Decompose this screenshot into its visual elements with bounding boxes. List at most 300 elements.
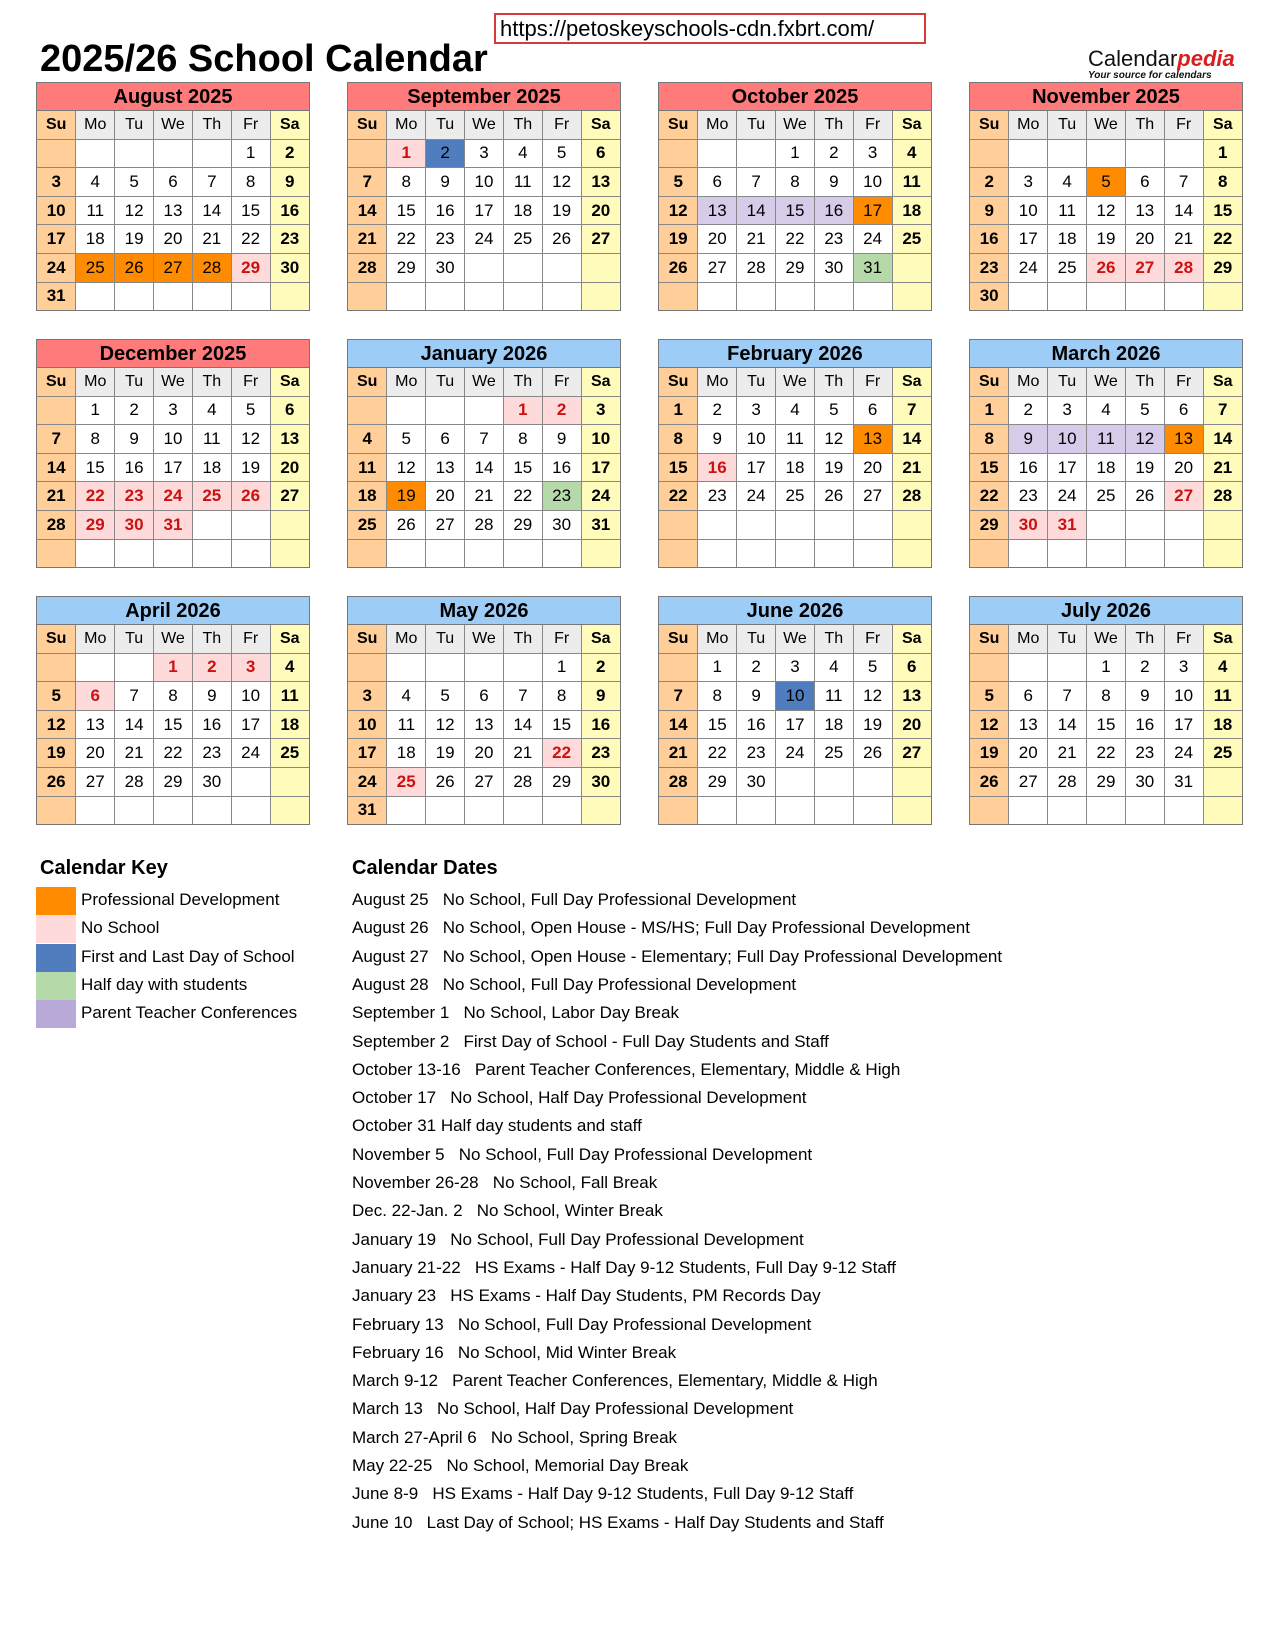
day-cell: 1 <box>1087 653 1126 682</box>
day-cell: 12 <box>426 710 465 739</box>
day-cell: 28 <box>503 767 542 796</box>
day-cell: 15 <box>1203 196 1242 225</box>
day-cell: 26 <box>542 225 581 254</box>
weekday-header: Su <box>348 625 387 653</box>
key-swatch <box>36 1000 76 1028</box>
day-cell: 8 <box>1203 168 1242 197</box>
empty-cell <box>581 253 620 282</box>
day-cell: 20 <box>270 453 309 482</box>
weekday-header: Fr <box>542 368 581 396</box>
day-cell: 3 <box>1048 396 1087 425</box>
calendar-date-entry: March 13 No School, Half Day Professional Development <box>352 1399 794 1419</box>
empty-cell <box>115 653 154 682</box>
day-cell: 6 <box>892 653 931 682</box>
day-cell: 14 <box>37 453 76 482</box>
day-cell: 28 <box>1164 253 1203 282</box>
month-title: February 2026 <box>659 340 931 368</box>
empty-cell <box>1203 510 1242 539</box>
day-cell: 25 <box>270 739 309 768</box>
day-cell: 4 <box>1087 396 1126 425</box>
day-cell: 18 <box>503 196 542 225</box>
day-cell: 31 <box>853 253 892 282</box>
month-calendar <box>36 339 310 568</box>
day-cell: 27 <box>1125 253 1164 282</box>
empty-cell <box>1087 139 1126 168</box>
day-cell: 5 <box>387 425 426 454</box>
key-label: First and Last Day of School <box>81 946 295 966</box>
month-grid <box>970 368 1242 567</box>
day-cell: 31 <box>348 796 387 824</box>
day-cell: 14 <box>192 196 231 225</box>
month-title: July 2026 <box>970 597 1242 625</box>
month-calendar <box>969 339 1243 568</box>
empty-cell <box>542 796 581 824</box>
empty-cell <box>892 796 931 824</box>
day-cell: 8 <box>1087 682 1126 711</box>
empty-cell <box>76 653 115 682</box>
day-cell: 23 <box>270 225 309 254</box>
day-cell: 10 <box>1164 682 1203 711</box>
day-cell: 27 <box>892 739 931 768</box>
key-label: Professional Development <box>81 890 280 909</box>
day-cell: 22 <box>503 482 542 511</box>
day-cell: 16 <box>192 710 231 739</box>
day-cell: 21 <box>192 225 231 254</box>
weekday-header: Mo <box>698 625 737 653</box>
day-cell: 28 <box>37 510 76 539</box>
day-cell: 25 <box>1048 253 1087 282</box>
empty-cell <box>387 539 426 567</box>
weekday-header: Tu <box>426 368 465 396</box>
day-cell: 4 <box>814 653 853 682</box>
empty-cell <box>1009 139 1048 168</box>
day-cell: 24 <box>853 225 892 254</box>
day-cell: 31 <box>154 510 193 539</box>
day-cell: 15 <box>387 196 426 225</box>
day-cell: 18 <box>76 225 115 254</box>
day-cell: 28 <box>115 767 154 796</box>
day-cell: 16 <box>737 710 776 739</box>
empty-cell <box>1048 653 1087 682</box>
weekday-header: Tu <box>115 625 154 653</box>
day-cell: 1 <box>776 139 815 168</box>
day-cell: 18 <box>192 453 231 482</box>
empty-cell <box>270 539 309 567</box>
weekday-header: Th <box>814 368 853 396</box>
month-calendar <box>969 596 1243 825</box>
day-cell: 4 <box>387 682 426 711</box>
empty-cell <box>1048 282 1087 310</box>
day-cell: 29 <box>1087 767 1126 796</box>
day-cell: 14 <box>503 710 542 739</box>
day-cell: 30 <box>426 253 465 282</box>
weekday-header: Th <box>503 111 542 139</box>
calendar-date-entry: August 26 No School, Open House - MS/HS; Full Day Professional Development <box>352 918 970 938</box>
day-cell: 17 <box>465 196 504 225</box>
month-title: June 2026 <box>659 597 931 625</box>
weekday-header: Fr <box>1164 625 1203 653</box>
day-cell: 13 <box>465 710 504 739</box>
day-cell: 30 <box>542 510 581 539</box>
weekday-header: Fr <box>231 111 270 139</box>
day-cell: 29 <box>776 253 815 282</box>
empty-cell <box>76 282 115 310</box>
weekday-header: Th <box>1125 368 1164 396</box>
weekday-header: Sa <box>892 368 931 396</box>
empty-cell <box>1125 539 1164 567</box>
empty-cell <box>776 796 815 824</box>
day-cell: 2 <box>970 168 1009 197</box>
empty-cell <box>542 539 581 567</box>
weekday-header: Fr <box>853 368 892 396</box>
day-cell: 16 <box>115 453 154 482</box>
day-cell: 26 <box>1125 482 1164 511</box>
day-cell: 9 <box>698 425 737 454</box>
weekday-header: Sa <box>892 625 931 653</box>
empty-cell <box>1087 510 1126 539</box>
day-cell: 15 <box>542 710 581 739</box>
month-calendar <box>969 82 1243 311</box>
calendar-date-entry: January 19 No School, Full Day Professional Development <box>352 1229 804 1249</box>
empty-cell <box>348 539 387 567</box>
day-cell: 23 <box>1125 739 1164 768</box>
empty-cell <box>465 653 504 682</box>
day-cell: 7 <box>503 682 542 711</box>
day-cell: 1 <box>231 139 270 168</box>
empty-cell <box>737 796 776 824</box>
day-cell: 4 <box>348 425 387 454</box>
day-cell: 31 <box>1164 767 1203 796</box>
empty-cell <box>853 767 892 796</box>
month-grid <box>37 111 309 310</box>
empty-cell <box>426 653 465 682</box>
day-cell: 20 <box>76 739 115 768</box>
day-cell: 24 <box>231 739 270 768</box>
day-cell: 16 <box>542 453 581 482</box>
day-cell: 5 <box>814 396 853 425</box>
empty-cell <box>1009 796 1048 824</box>
empty-cell <box>1125 282 1164 310</box>
day-cell: 9 <box>814 168 853 197</box>
weekday-header: We <box>154 625 193 653</box>
empty-cell <box>270 796 309 824</box>
empty-cell <box>1164 510 1203 539</box>
key-swatch <box>36 972 76 1000</box>
day-cell: 13 <box>1125 196 1164 225</box>
day-cell: 16 <box>1009 453 1048 482</box>
day-cell: 21 <box>1164 225 1203 254</box>
weekday-header: Sa <box>270 111 309 139</box>
key-item <box>36 915 336 943</box>
calendar-date-entry: August 27 No School, Open House - Elementary; Full Day Professional Development <box>352 946 1003 966</box>
calendar-key-title: Calendar Key <box>40 857 168 879</box>
day-cell: 12 <box>37 710 76 739</box>
day-cell: 15 <box>1087 710 1126 739</box>
empty-cell <box>192 539 231 567</box>
calendar-date-entry: March 27-April 6 No School, Spring Break <box>352 1427 678 1447</box>
empty-cell <box>348 396 387 425</box>
weekday-header: Tu <box>426 111 465 139</box>
day-cell: 15 <box>503 453 542 482</box>
day-cell: 13 <box>270 425 309 454</box>
day-cell: 4 <box>503 139 542 168</box>
day-cell: 26 <box>37 767 76 796</box>
day-cell: 7 <box>37 425 76 454</box>
empty-cell <box>503 253 542 282</box>
day-cell: 6 <box>465 682 504 711</box>
day-cell: 27 <box>465 767 504 796</box>
day-cell: 26 <box>426 767 465 796</box>
day-cell: 9 <box>115 425 154 454</box>
day-cell: 12 <box>231 425 270 454</box>
day-cell: 8 <box>542 682 581 711</box>
day-cell: 13 <box>76 710 115 739</box>
day-cell: 2 <box>698 396 737 425</box>
weekday-header: Tu <box>737 111 776 139</box>
empty-cell <box>348 653 387 682</box>
day-cell: 24 <box>1048 482 1087 511</box>
day-cell: 4 <box>76 168 115 197</box>
month-calendar <box>658 596 932 825</box>
day-cell: 12 <box>387 453 426 482</box>
day-cell: 21 <box>737 225 776 254</box>
day-cell: 8 <box>76 425 115 454</box>
day-cell: 2 <box>542 396 581 425</box>
calendar-date-entry: October 31 Half day students and staff <box>352 1116 642 1136</box>
day-cell: 12 <box>814 425 853 454</box>
empty-cell <box>542 282 581 310</box>
weekday-header: We <box>776 625 815 653</box>
day-cell: 17 <box>154 453 193 482</box>
weekday-header: Tu <box>737 625 776 653</box>
empty-cell <box>270 510 309 539</box>
day-cell: 27 <box>154 253 193 282</box>
month-grid <box>659 111 931 310</box>
day-cell: 20 <box>892 710 931 739</box>
weekday-header: Tu <box>115 368 154 396</box>
day-cell: 15 <box>231 196 270 225</box>
key-item <box>36 1000 336 1028</box>
weekday-header: Th <box>503 368 542 396</box>
weekday-header: Mo <box>387 111 426 139</box>
day-cell: 10 <box>231 682 270 711</box>
day-cell: 11 <box>776 425 815 454</box>
day-cell: 2 <box>426 139 465 168</box>
day-cell: 17 <box>776 710 815 739</box>
url-box[interactable]: https://petoskeyschools-cdn.fxbrt.com/ <box>494 13 926 44</box>
day-cell: 26 <box>814 482 853 511</box>
day-cell: 29 <box>503 510 542 539</box>
day-cell: 18 <box>1087 453 1126 482</box>
day-cell: 6 <box>1009 682 1048 711</box>
day-cell: 13 <box>581 168 620 197</box>
day-cell: 14 <box>1203 425 1242 454</box>
empty-cell <box>465 539 504 567</box>
day-cell: 24 <box>1164 739 1203 768</box>
month-calendar <box>347 82 621 311</box>
weekday-header: We <box>465 625 504 653</box>
weekday-header: Fr <box>231 368 270 396</box>
weekday-header: Mo <box>76 111 115 139</box>
empty-cell <box>1125 510 1164 539</box>
day-cell: 22 <box>76 482 115 511</box>
day-cell: 30 <box>581 767 620 796</box>
empty-cell <box>154 539 193 567</box>
empty-cell <box>698 139 737 168</box>
day-cell: 22 <box>970 482 1009 511</box>
empty-cell <box>426 539 465 567</box>
empty-cell <box>1164 139 1203 168</box>
day-cell: 10 <box>154 425 193 454</box>
day-cell: 11 <box>348 453 387 482</box>
day-cell: 31 <box>37 282 76 310</box>
weekday-header: Th <box>192 368 231 396</box>
day-cell: 25 <box>892 225 931 254</box>
day-cell: 9 <box>426 168 465 197</box>
weekday-header: Tu <box>426 625 465 653</box>
weekday-header: Mo <box>76 368 115 396</box>
empty-cell <box>1048 139 1087 168</box>
day-cell: 20 <box>1125 225 1164 254</box>
day-cell: 13 <box>853 425 892 454</box>
day-cell: 16 <box>270 196 309 225</box>
empty-cell <box>737 539 776 567</box>
empty-cell <box>192 796 231 824</box>
day-cell: 7 <box>1048 682 1087 711</box>
day-cell: 2 <box>581 653 620 682</box>
calendar-date-entry: September 1 No School, Labor Day Break <box>352 1003 679 1023</box>
day-cell: 27 <box>581 225 620 254</box>
day-cell: 12 <box>970 710 1009 739</box>
month-grid <box>37 625 309 824</box>
weekday-header: Fr <box>542 111 581 139</box>
empty-cell <box>503 282 542 310</box>
day-cell: 18 <box>348 482 387 511</box>
empty-cell <box>76 539 115 567</box>
day-cell: 21 <box>503 739 542 768</box>
empty-cell <box>1203 767 1242 796</box>
empty-cell <box>892 767 931 796</box>
day-cell: 5 <box>1125 396 1164 425</box>
day-cell: 24 <box>37 253 76 282</box>
day-cell: 2 <box>1009 396 1048 425</box>
day-cell: 1 <box>659 396 698 425</box>
day-cell: 21 <box>465 482 504 511</box>
day-cell: 25 <box>387 767 426 796</box>
day-cell: 10 <box>348 710 387 739</box>
day-cell: 23 <box>1009 482 1048 511</box>
empty-cell <box>970 653 1009 682</box>
empty-cell <box>115 282 154 310</box>
day-cell: 3 <box>348 682 387 711</box>
day-cell: 14 <box>737 196 776 225</box>
day-cell: 27 <box>76 767 115 796</box>
day-cell: 4 <box>776 396 815 425</box>
empty-cell <box>1125 796 1164 824</box>
day-cell: 6 <box>853 396 892 425</box>
calendar-date-entry: January 23 HS Exams - Half Day Students, PM Records Day <box>352 1286 821 1306</box>
day-cell: 16 <box>970 225 1009 254</box>
day-cell: 6 <box>698 168 737 197</box>
calendar-date-entry: May 22-25 No School, Memorial Day Break <box>352 1456 689 1475</box>
day-cell: 13 <box>892 682 931 711</box>
day-cell: 2 <box>115 396 154 425</box>
day-cell: 25 <box>776 482 815 511</box>
day-cell: 10 <box>581 425 620 454</box>
day-cell: 8 <box>659 425 698 454</box>
day-cell: 16 <box>581 710 620 739</box>
day-cell: 10 <box>465 168 504 197</box>
empty-cell <box>115 796 154 824</box>
day-cell: 3 <box>853 139 892 168</box>
weekday-header: Fr <box>542 625 581 653</box>
day-cell: 29 <box>698 767 737 796</box>
weekday-header: Su <box>659 111 698 139</box>
empty-cell <box>465 796 504 824</box>
day-cell: 13 <box>698 196 737 225</box>
day-cell: 15 <box>76 453 115 482</box>
day-cell: 21 <box>1203 453 1242 482</box>
month-calendar <box>36 596 310 825</box>
day-cell: 19 <box>542 196 581 225</box>
empty-cell <box>776 767 815 796</box>
day-cell: 22 <box>387 225 426 254</box>
day-cell: 2 <box>737 653 776 682</box>
day-cell: 6 <box>1125 168 1164 197</box>
month-title: December 2025 <box>37 340 309 368</box>
day-cell: 19 <box>426 739 465 768</box>
empty-cell <box>1087 539 1126 567</box>
weekday-header: Sa <box>1203 111 1242 139</box>
day-cell: 30 <box>814 253 853 282</box>
day-cell: 11 <box>387 710 426 739</box>
weekday-header: We <box>1087 368 1126 396</box>
weekday-header: Fr <box>853 625 892 653</box>
day-cell: 22 <box>154 739 193 768</box>
day-cell: 11 <box>1087 425 1126 454</box>
empty-cell <box>1009 539 1048 567</box>
calendar-date-entry: Dec. 22-Jan. 2 No School, Winter Break <box>352 1201 663 1221</box>
weekday-header: Th <box>814 625 853 653</box>
weekday-header: Mo <box>76 625 115 653</box>
empty-cell <box>892 510 931 539</box>
day-cell: 14 <box>348 196 387 225</box>
day-cell: 22 <box>231 225 270 254</box>
day-cell: 20 <box>154 225 193 254</box>
day-cell: 7 <box>192 168 231 197</box>
empty-cell <box>348 282 387 310</box>
day-cell: 4 <box>270 653 309 682</box>
day-cell: 23 <box>542 482 581 511</box>
day-cell: 5 <box>1087 168 1126 197</box>
day-cell: 3 <box>231 653 270 682</box>
day-cell: 1 <box>387 139 426 168</box>
empty-cell <box>231 539 270 567</box>
day-cell: 9 <box>1125 682 1164 711</box>
empty-cell <box>581 796 620 824</box>
day-cell: 25 <box>1203 739 1242 768</box>
day-cell: 3 <box>776 653 815 682</box>
empty-cell <box>115 539 154 567</box>
day-cell: 1 <box>970 396 1009 425</box>
day-cell: 5 <box>231 396 270 425</box>
key-item <box>36 944 336 972</box>
day-cell: 26 <box>1087 253 1126 282</box>
day-cell: 28 <box>192 253 231 282</box>
day-cell: 13 <box>426 453 465 482</box>
day-cell: 10 <box>37 196 76 225</box>
month-title: September 2025 <box>348 83 620 111</box>
